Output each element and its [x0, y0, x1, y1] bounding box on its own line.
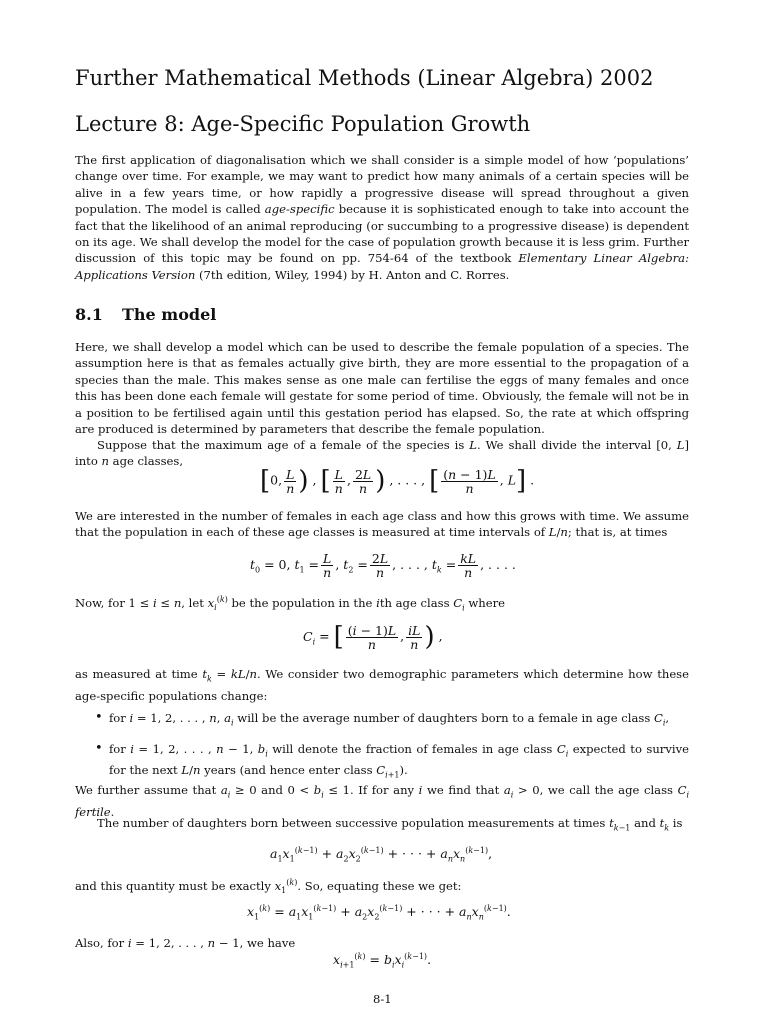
- course-title: Further Mathematical Methods (Linear Algebra) 2002: [75, 66, 654, 90]
- section-heading: [75, 305, 216, 324]
- intro-paragraph: The first application of diagonalisation which we shall consider is a simple model of how ‘populations’ change over time. For example, we may want to predict how many animals of a certain species will be alive in a few years time, or how rapidly a progressive disease will spread throughout a given population. The model is called age-specific because it is sophisticated enough to take into account the fact that the likelihood of an animal reproducing (or succumbing to a progressive disease) is dependent on its age. We shall develop the model for the case of population growth because it is less grim. Further discussion of this topic may be found on pp. 754-64 of the textbook Elementary Linear Algebra: Applications Version (7th edition, Wiley, 1994) by H. Anton and C. Rorres.: [75, 153, 690, 282]
- book-title: Elementary Linear Algebra: Applications Version: [75, 251, 690, 282]
- paragraph-fertile: We further assume that $a_i \ge 0$ and $0 < b_i \le 1$. If for any i we find that $a_i > 0$, we call the age class $C_i$ fertile.: [75, 783, 689, 819]
- paragraph-also: Also, for i = 1, 2, . . . , n − 1, we have: [75, 936, 296, 950]
- model-paragraph-1: Here, we shall develop a model which can be used to describe the female population of a species. The assumption here is that as females actually give birth, they are more essential to the propagation of a species than the male. This makes sense as one male can fertilise the eggs of many females and once this has been done each female will gestate for some period of time. Obviously, the female will not be in a position to be fertilised again until this gestation period has elapsed. So, the rate at which offspring are produced is determined by parameters that describe the female population.: [75, 340, 689, 437]
- lecture-title: Lecture 8: Age-Specific Population Growth: [75, 112, 531, 136]
- model-paragraph-3: We are interested in the number of females in each age class and how this grows with time. We assume that the population in each of these age classes is measured at time intervals of L/n; that is, at times: [75, 509, 689, 540]
- section-number: 8.1: [75, 305, 103, 324]
- equation-age-class-ci: $C_i$ = [ $\frac{(i - 1)L}{n}$ , $\frac{iL}{n}$ ) ,: [303, 622, 443, 652]
- equation-first-class: $x_1^{(k)} = a_1x_1^{(k-1)} + a_2x_2^{(k-1)}$ + · · · + $a_nx_n^{(k-1)}$.: [247, 904, 511, 922]
- emphasis-fertile: fertile: [75, 804, 111, 819]
- equation-daughters-sum: $a_1x_1^{(k-1)} + a_2x_2^{(k-1)}$ + · · · + $a_nx_n^{(k-1)}$,: [270, 846, 493, 864]
- list-item-survival: • for i = 1, 2, . . . , n − 1, $b_i$ will denote the fraction of females in age class $C_i$ expected to survive for the next L/n years (and hence enter class $C_{i+1}$).: [75, 741, 689, 784]
- page-number: 8-1: [373, 992, 392, 1006]
- model-paragraph-2: Suppose that the maximum age of a female of the species is L. We shall divide the interval [0, L] into n age classes,: [75, 438, 689, 469]
- equation-times: $t_0 = 0$, $t_1$ = $\frac{L}{n}$ , $t_2$ = $\frac{2L}{n}$ , . . . , $t_k$ = $\frac{kL}{n}$ , . . . .: [250, 551, 516, 580]
- paragraph-daughters: The number of daughters born between successive population measurements at times $t_{k-1}$ and $t_k$ is: [97, 816, 683, 833]
- section-title: The model: [122, 305, 217, 324]
- emphasis-age-specific: age-specific: [264, 202, 335, 217]
- parameter-list: [75, 710, 689, 793]
- equation-age-classes: [0, $\frac{L}{n}$ ) , [ $\frac{L}{n}$ , $\frac{2L}{n}$ ) , . . . , [ $\frac{(n - 1)L}{n}$ , L] .: [260, 466, 535, 496]
- model-paragraph-5: as measured at time $t_k = kL/n$. We consider two demographic parameters which determine how these age-specific populations change:: [75, 667, 689, 703]
- model-paragraph-4: Now, for 1 ≤ i ≤ n, let $x_i^{(k)}$ be the population in the ith age class $C_i$ where: [75, 595, 505, 613]
- equation-survival: $x_{i+1}^{(k)} = b_ix_i^{(k-1)}$.: [333, 952, 432, 970]
- list-item-fertility: • for i = 1, 2, . . . , n, $a_i$ will be the average number of daughters born to a female in age class $C_i$,: [75, 710, 689, 732]
- paragraph-equating: and this quantity must be exactly $x_1^{(k)}$. So, equating these we get:: [75, 878, 462, 896]
